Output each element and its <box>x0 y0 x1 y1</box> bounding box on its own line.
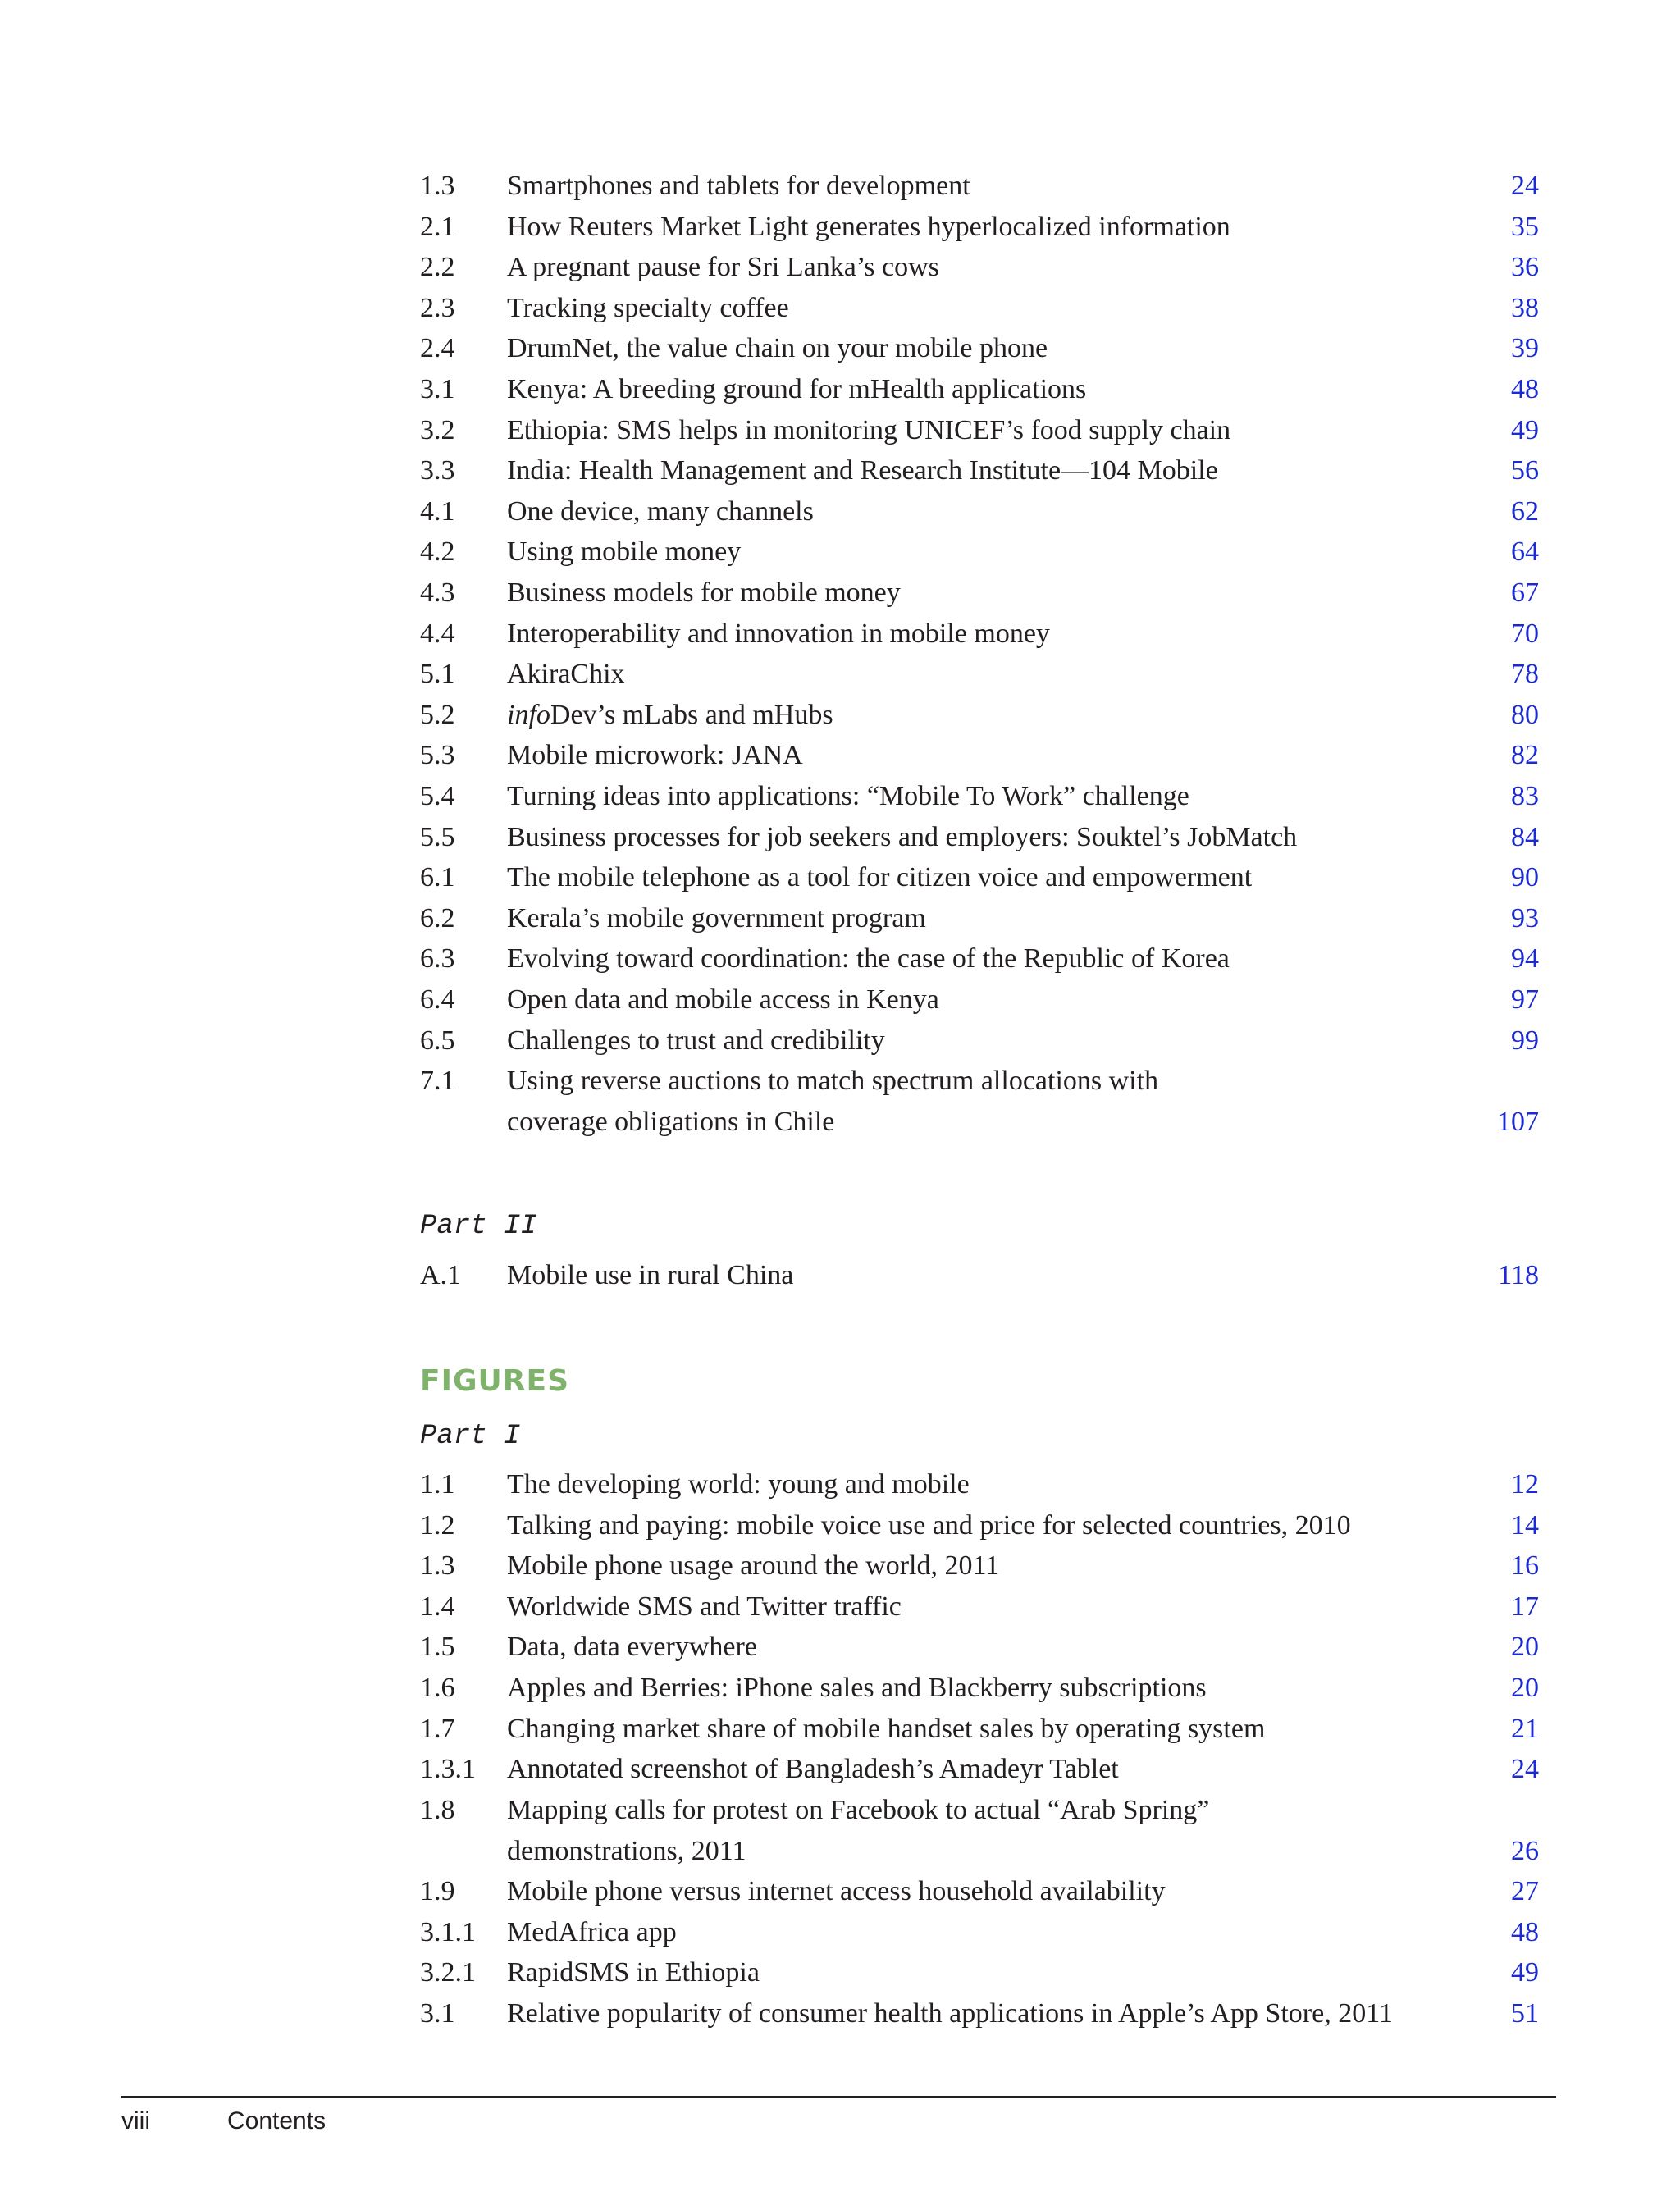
entry-number: 6.3 <box>420 943 455 975</box>
entry-page-link[interactable]: 14 <box>1511 1509 1539 1541</box>
toc-entry[interactable] <box>0 1464 1680 1505</box>
entry-page-link[interactable]: 78 <box>1511 659 1539 690</box>
figures-heading: FIGURES <box>420 1364 570 1398</box>
entry-page-link[interactable]: 17 <box>1511 1591 1539 1622</box>
entry-page-link[interactable]: 118 <box>1498 1260 1539 1290</box>
entry-page-link[interactable]: 84 <box>1511 821 1539 852</box>
entry-number: 1.2 <box>420 1509 455 1541</box>
entry-title-continuation: coverage obligations in Chile <box>507 1107 835 1138</box>
entry-page-link[interactable]: 48 <box>1511 374 1539 404</box>
toc-entry[interactable] <box>0 1505 1680 1546</box>
entry-page-link[interactable]: 83 <box>1511 781 1539 811</box>
toc-entry[interactable] <box>0 450 1680 491</box>
entry-page-link[interactable]: 36 <box>1511 252 1539 283</box>
toc-entry[interactable] <box>0 1061 1680 1143</box>
toc-entry[interactable] <box>0 1749 1680 1790</box>
entry-number: 1.8 <box>420 1794 455 1825</box>
toc-entry[interactable] <box>0 938 1680 979</box>
toc-entry[interactable] <box>0 207 1680 248</box>
entry-page-link[interactable]: 51 <box>1511 1997 1539 2029</box>
entry-page-link[interactable]: 26 <box>1511 1835 1539 1866</box>
entry-page-link[interactable]: 35 <box>1511 211 1539 242</box>
entry-page-link[interactable]: 62 <box>1511 495 1539 527</box>
toc-entry[interactable] <box>0 735 1680 776</box>
entry-page-link[interactable]: 27 <box>1511 1876 1539 1906</box>
footer-page-number: viii <box>121 2107 150 2134</box>
toc-entry[interactable] <box>0 817 1680 858</box>
toc-entry[interactable] <box>0 1255 1680 1296</box>
toc-entry[interactable] <box>0 654 1680 695</box>
entry-title: Mobile use in rural China <box>507 1260 794 1290</box>
footer-section-title: Contents <box>227 2107 326 2134</box>
entry-title: AkiraChix <box>507 659 625 690</box>
entry-page-link[interactable]: 12 <box>1511 1469 1539 1500</box>
toc-entry[interactable] <box>0 1668 1680 1709</box>
entry-title: Changing market share of mobile handset sales by operating system <box>507 1713 1266 1744</box>
entry-number: 3.1 <box>420 374 455 404</box>
entry-page-link[interactable]: 93 <box>1511 902 1539 934</box>
entry-number: 3.3 <box>420 455 455 486</box>
entry-page-link[interactable]: 49 <box>1511 414 1539 445</box>
entry-number: 5.2 <box>420 699 455 730</box>
toc-entry[interactable] <box>0 1709 1680 1750</box>
entry-title: Ethiopia: SMS helps in monitoring UNICEF’s food supply chain <box>507 414 1231 445</box>
entry-page-link[interactable]: 24 <box>1511 1754 1539 1785</box>
entry-number: 2.1 <box>420 211 455 242</box>
entry-title: Open data and mobile access in Kenya <box>507 984 939 1015</box>
entry-number: 1.3.1 <box>420 1754 476 1785</box>
toc-entry[interactable] <box>0 1912 1680 1953</box>
entry-number: 1.6 <box>420 1673 455 1703</box>
entry-title: A pregnant pause for Sri Lanka’s cows <box>507 252 939 283</box>
entry-number: 4.1 <box>420 495 455 527</box>
toc-entry[interactable] <box>0 573 1680 614</box>
entry-title: Mobile phone versus internet access household availability <box>507 1876 1166 1906</box>
entry-number: 1.7 <box>420 1713 455 1744</box>
toc-entry[interactable] <box>0 857 1680 898</box>
toc-entry[interactable] <box>0 369 1680 410</box>
toc-entry[interactable] <box>0 328 1680 369</box>
entry-number: 1.1 <box>420 1469 455 1500</box>
entry-title: One device, many channels <box>507 495 814 527</box>
entry-number: 5.3 <box>420 740 455 771</box>
entry-number: 2.4 <box>420 333 455 364</box>
entry-title: Kerala’s mobile government program <box>507 902 926 934</box>
entry-title: India: Health Management and Research Institute—104 Mobile <box>507 455 1218 486</box>
entry-number: 3.1.1 <box>420 1916 476 1947</box>
entry-page-link[interactable]: 38 <box>1511 292 1539 323</box>
entry-number: 4.4 <box>420 618 455 649</box>
entry-title: Kenya: A breeding ground for mHealth applications <box>507 374 1087 404</box>
entry-number: 1.3 <box>420 171 455 201</box>
entry-page-link[interactable]: 97 <box>1511 984 1539 1015</box>
entry-page-link[interactable]: 20 <box>1511 1632 1539 1663</box>
entry-page-link[interactable]: 24 <box>1511 171 1539 201</box>
toc-entry[interactable] <box>0 247 1680 288</box>
toc-entry[interactable] <box>0 614 1680 655</box>
toc-entry[interactable] <box>0 288 1680 329</box>
toc-entry[interactable] <box>0 898 1680 939</box>
entry-number: 3.2 <box>420 414 455 445</box>
entry-title: Challenges to trust and credibility <box>507 1025 885 1056</box>
entry-page-link[interactable]: 67 <box>1511 578 1539 608</box>
toc-entry[interactable] <box>0 1790 1680 1872</box>
toc-entry[interactable] <box>0 776 1680 817</box>
entry-title: DrumNet, the value chain on your mobile phone <box>507 333 1048 364</box>
entry-title: Using mobile money <box>507 536 742 568</box>
entry-title <box>507 695 833 736</box>
entry-number: 5.4 <box>420 781 455 811</box>
entry-title: Talking and paying: mobile voice use and price for selected countries, 2010 <box>507 1509 1351 1541</box>
entry-title: Mobile phone usage around the world, 2011 <box>507 1550 1000 1582</box>
entry-title: Mobile microwork: JANA <box>507 740 803 771</box>
entry-title-italic: info <box>507 699 550 730</box>
entry-number: 1.9 <box>420 1876 455 1906</box>
entry-number: 5.5 <box>420 821 455 852</box>
entry-number: 2.2 <box>420 252 455 283</box>
entry-number: 3.1 <box>420 1997 455 2029</box>
entry-page-link[interactable]: 16 <box>1511 1550 1539 1582</box>
entry-title: Business models for mobile money <box>507 578 901 608</box>
entry-page-link[interactable]: 56 <box>1511 455 1539 486</box>
entry-page-link[interactable]: 39 <box>1511 333 1539 364</box>
entry-title-continuation: demonstrations, 2011 <box>507 1835 746 1866</box>
entry-title: Tracking specialty coffee <box>507 292 789 323</box>
toc-entry[interactable] <box>0 491 1680 532</box>
entry-page-link[interactable]: 80 <box>1511 699 1539 730</box>
entry-page-link[interactable]: 70 <box>1511 618 1539 649</box>
entry-page-link[interactable]: 99 <box>1511 1025 1539 1056</box>
toc-entry[interactable] <box>0 1993 1680 2034</box>
entry-title: Business processes for job seekers and employers: Souktel’s JobMatch <box>507 821 1298 852</box>
entry-number: 4.3 <box>420 578 455 608</box>
entry-title: Mapping calls for protest on Facebook to actual “Arab Spring” <box>507 1794 1210 1825</box>
toc-entry[interactable] <box>0 1020 1680 1061</box>
entry-number: 6.4 <box>420 984 455 1015</box>
entry-title: Using reverse auctions to match spectrum allocations with <box>507 1066 1159 1097</box>
toc-entry[interactable] <box>0 979 1680 1020</box>
toc-entry[interactable] <box>0 1952 1680 1993</box>
figures-part-i-label: Part I <box>420 1421 521 1452</box>
entry-title: Annotated screenshot of Bangladesh’s Amadeyr Tablet <box>507 1754 1119 1785</box>
entry-title: Evolving toward coordination: the case of the Republic of Korea <box>507 943 1230 975</box>
toc-entry[interactable] <box>0 532 1680 573</box>
entry-title-text: Dev’s mLabs and mHubs <box>550 699 833 730</box>
entry-title: MedAfrica app <box>507 1916 677 1947</box>
toc-entry[interactable] <box>0 1586 1680 1628</box>
entry-page-link[interactable]: 94 <box>1511 943 1539 975</box>
entry-page-link[interactable]: 20 <box>1511 1673 1539 1703</box>
entry-page-link[interactable]: 107 <box>1497 1107 1539 1138</box>
entry-page-link[interactable]: 82 <box>1511 740 1539 771</box>
toc-entry[interactable] <box>0 166 1680 207</box>
entry-title: Smartphones and tablets for development <box>507 171 970 201</box>
toc-entry[interactable] <box>0 1627 1680 1668</box>
entry-number: 6.1 <box>420 862 455 893</box>
entry-number: A.1 <box>420 1260 462 1290</box>
entry-title: How Reuters Market Light generates hyperlocalized information <box>507 211 1230 242</box>
entry-page-link[interactable]: 64 <box>1511 536 1539 568</box>
entry-title: The mobile telephone as a tool for citizen voice and empowerment <box>507 862 1253 893</box>
entry-number: 1.5 <box>420 1632 455 1663</box>
toc-entry[interactable] <box>0 410 1680 451</box>
toc-entry[interactable] <box>0 1545 1680 1586</box>
entry-number: 7.1 <box>420 1066 455 1097</box>
footer-rule <box>121 2096 1556 2098</box>
toc-entry[interactable] <box>0 1871 1680 1912</box>
entry-title: Turning ideas into applications: “Mobile To Work” challenge <box>507 781 1189 811</box>
entry-number: 3.2.1 <box>420 1957 476 1988</box>
entry-number: 2.3 <box>420 292 455 323</box>
entry-title: Worldwide SMS and Twitter traffic <box>507 1591 902 1622</box>
entry-number: 6.2 <box>420 902 455 934</box>
entry-page-link[interactable]: 48 <box>1511 1916 1539 1947</box>
entry-title: Apples and Berries: iPhone sales and Blackberry subscriptions <box>507 1673 1207 1703</box>
entry-page-link[interactable]: 49 <box>1511 1957 1539 1988</box>
entry-page-link[interactable]: 21 <box>1511 1713 1539 1744</box>
entry-title: Relative popularity of consumer health applications in Apple’s App Store, 2011 <box>507 1997 1393 2029</box>
entry-number: 1.4 <box>420 1591 455 1622</box>
toc-entry[interactable] <box>0 695 1680 736</box>
entry-number: 1.3 <box>420 1550 455 1582</box>
entry-number: 5.1 <box>420 659 455 690</box>
entry-title: RapidSMS in Ethiopia <box>507 1957 760 1988</box>
part-ii-label: Part II <box>420 1211 537 1242</box>
entry-title: Data, data everywhere <box>507 1632 757 1663</box>
entry-page-link[interactable]: 90 <box>1511 862 1539 893</box>
entry-title: Interoperability and innovation in mobile money <box>507 618 1050 649</box>
entry-number: 4.2 <box>420 536 455 568</box>
entry-number: 6.5 <box>420 1025 455 1056</box>
entry-title: The developing world: young and mobile <box>507 1469 970 1500</box>
